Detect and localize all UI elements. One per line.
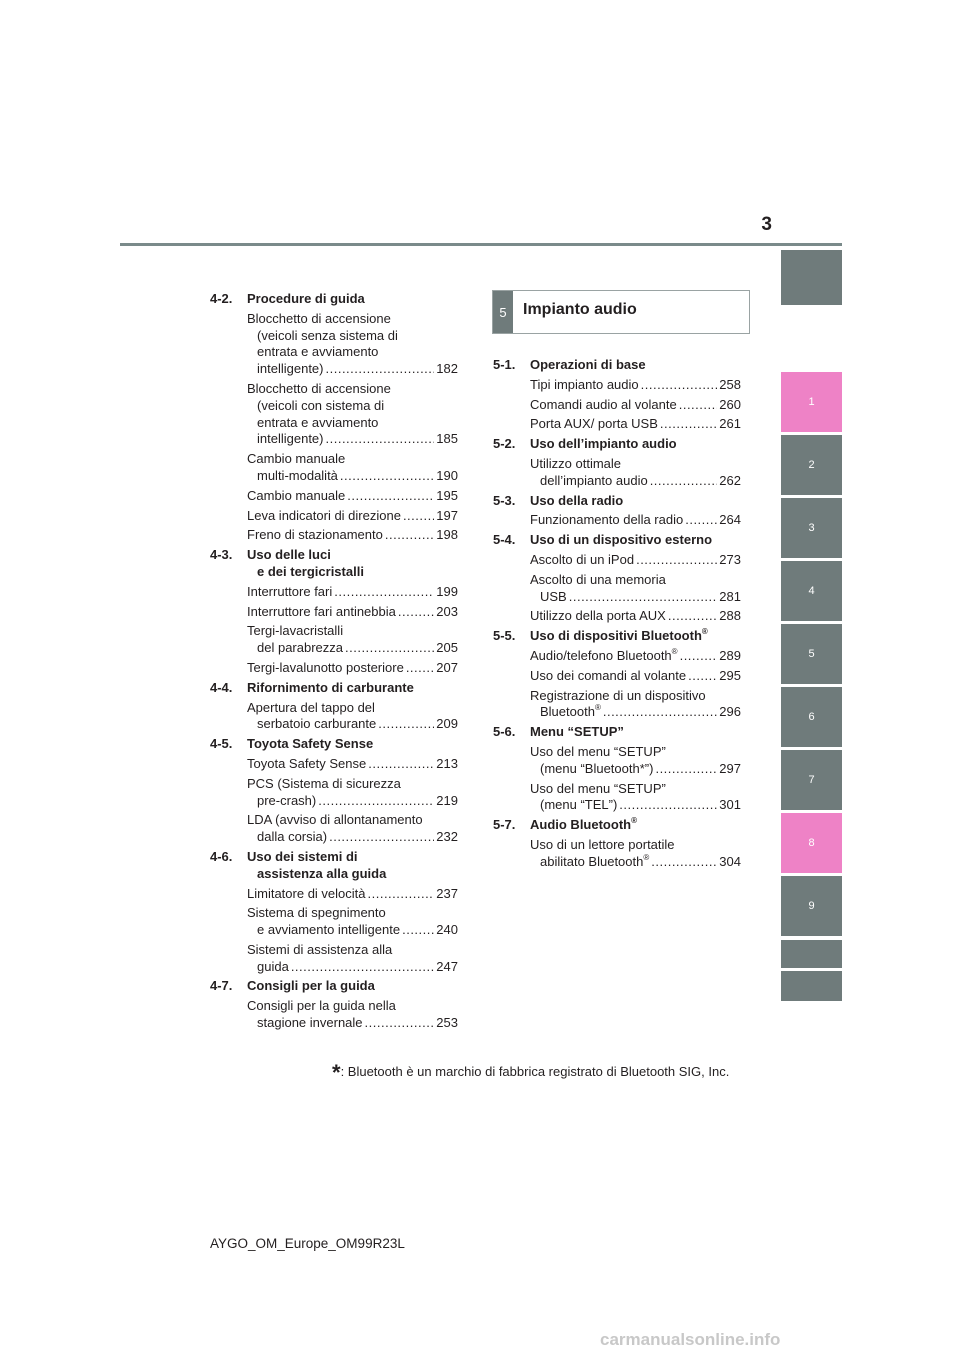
leader-dots (655, 761, 717, 778)
page-ref: 261 (719, 416, 741, 432)
entry-text: serbatoio carburante (257, 716, 377, 732)
entry-text: USB (540, 588, 567, 604)
page-ref: 213 (436, 755, 458, 771)
page-ref: 198 (436, 527, 458, 543)
toc-entry[interactable] (530, 744, 741, 778)
toc-entry[interactable] (247, 488, 458, 505)
entry-text: pre-crash) (257, 792, 317, 808)
entry-text: LDA (avviso di allontanamento (247, 812, 423, 828)
page-ref: 203 (436, 603, 458, 619)
entry-last-line (247, 431, 458, 448)
section-number: 4-3. (210, 547, 233, 563)
leader-dots (365, 1015, 435, 1032)
leader-dots (334, 584, 434, 601)
section-number: 4-2. (210, 291, 233, 306)
page-ref: 301 (719, 797, 741, 813)
leader-dots (641, 377, 718, 394)
entry-last-line (247, 922, 458, 939)
section-number: 5-5. (493, 628, 516, 644)
entry-text: (veicoli con sistema di (257, 397, 385, 413)
entry-last-line (247, 959, 458, 976)
entry-last-line (530, 668, 741, 685)
entry-text: Toyota Safety Sense (247, 755, 367, 771)
leader-dots (329, 829, 434, 846)
entry-text: Apertura del tappo del (247, 699, 375, 715)
section-title-line: Uso dei sistemi di (247, 848, 358, 864)
toc-entry[interactable] (247, 508, 458, 525)
leader-dots (368, 756, 434, 773)
leader-dots (326, 361, 435, 378)
entry-last-line (247, 468, 458, 485)
entry-last-line (247, 584, 458, 601)
toc-section (493, 357, 741, 374)
leader-dots (402, 922, 434, 939)
page-ref: 237 (436, 885, 458, 901)
entry-text: Utilizzo ottimale (530, 455, 622, 471)
section-title (247, 978, 458, 995)
section-title (247, 736, 458, 753)
leader-dots (398, 604, 434, 621)
leader-dots (660, 416, 717, 433)
page-ref: 182 (436, 361, 458, 377)
section-number: 5-1. (493, 357, 516, 372)
entry-last-line (247, 361, 458, 378)
entry-text: dalla corsia) (257, 829, 328, 845)
leader-dots (668, 608, 717, 625)
page-ref: 253 (436, 1015, 458, 1031)
page-ref: 262 (719, 472, 741, 488)
chapter-tab-1[interactable]: 1 (781, 372, 842, 432)
entry-last-line (530, 552, 741, 569)
leader-dots (340, 468, 434, 485)
leader-dots (368, 886, 435, 903)
entry-last-line (530, 512, 741, 529)
entry-text: Sistemi di assistenza alla (247, 941, 393, 957)
entry-last-line (530, 377, 741, 394)
toc-entry[interactable] (530, 456, 741, 490)
toc-entry[interactable] (247, 700, 458, 734)
entry-last-line (530, 397, 741, 414)
entry-text: Blocchetto di accensione (247, 380, 391, 396)
toc-section (210, 849, 458, 883)
entry-text: abilitato Bluetooth® (540, 852, 650, 869)
chapter-tab-9[interactable]: 9 (781, 876, 842, 936)
section-title-line: Audio Bluetooth® (530, 816, 637, 833)
page-ref: 197 (436, 507, 458, 523)
entry-text: Uso di un lettore portatile (530, 836, 675, 852)
page-ref: 190 (436, 467, 458, 483)
entry-text: (veicoli senza sistema di (257, 327, 398, 343)
toc-entry[interactable] (530, 608, 741, 625)
leader-dots (650, 473, 718, 490)
toc-entry[interactable] (247, 451, 458, 485)
toc-entry[interactable] (247, 905, 458, 939)
toc-entry[interactable] (530, 377, 741, 394)
leader-dots (406, 660, 434, 677)
toc-entry[interactable] (530, 552, 741, 569)
toc-left-column (210, 288, 458, 1032)
entry-last-line (247, 756, 458, 773)
entry-last-line (530, 473, 741, 490)
entry-text: PCS (Sistema di sicurezza (247, 775, 401, 791)
leader-dots (603, 704, 717, 721)
watermark: carmanualsonline.info (600, 1330, 781, 1349)
leader-dots (385, 527, 434, 544)
page-ref: 281 (719, 588, 741, 604)
page-ref: 258 (719, 376, 741, 392)
section-title (530, 436, 741, 453)
entry-last-line (530, 854, 741, 871)
entry-text: stagione invernale (257, 1015, 363, 1031)
leader-dots (569, 589, 718, 606)
entry-text: Blocchetto di accensione (247, 310, 391, 326)
entry-text: Comandi audio al volante (530, 396, 677, 412)
entry-text: Uso del menu “SETUP” (530, 743, 666, 759)
page-ref: 247 (436, 958, 458, 974)
toc-entry[interactable] (247, 584, 458, 601)
section-title-line: Menu “SETUP” (530, 724, 624, 740)
page-ref: 273 (719, 551, 741, 567)
toc-entry[interactable] (247, 660, 458, 677)
leader-dots (378, 716, 434, 733)
toc-entry[interactable] (247, 886, 458, 903)
entry-text: intelligente) (257, 361, 324, 377)
entry-text: entrata e avviamento (257, 414, 379, 430)
entry-text: Registrazione di un dispositivo (530, 687, 706, 703)
entry-text: Audio/telefono Bluetooth® (530, 646, 678, 663)
toc-entry[interactable] (530, 397, 741, 414)
toc-section (210, 547, 458, 581)
entry-last-line (530, 608, 741, 625)
section-number: 5-4. (493, 532, 516, 548)
chapter-tab-3[interactable]: 3 (781, 498, 842, 558)
toc-entry[interactable] (530, 572, 741, 606)
leader-dots (636, 552, 717, 569)
section-number: 5-3. (493, 492, 516, 508)
section-number: 5-7. (493, 817, 516, 833)
chapter-tab-blank[interactable] (781, 250, 842, 305)
section-title (530, 532, 741, 549)
entry-last-line (530, 704, 741, 721)
section-title-line: e dei tergicristalli (257, 563, 364, 579)
toc-section (210, 291, 458, 308)
entry-text: Cambio manuale (247, 451, 346, 467)
leader-dots (291, 959, 434, 976)
entry-last-line (247, 488, 458, 505)
section-title (530, 817, 741, 834)
page-ref: 297 (719, 760, 741, 776)
entry-text: (menu “TEL”) (540, 797, 618, 813)
section-title-line: Uso di un dispositivo esterno (530, 532, 713, 548)
section-title (530, 357, 741, 374)
page-ref: 288 (719, 608, 741, 624)
toc-section (493, 817, 741, 834)
entry-last-line (247, 660, 458, 677)
entry-text: Interruttore fari (247, 583, 333, 599)
footnote-star: * (332, 1060, 341, 1085)
page-ref: 232 (436, 829, 458, 845)
leader-dots (326, 431, 435, 448)
chapter-tab-8[interactable]: 8 (781, 813, 842, 873)
entry-text: Ascolto di un iPod (530, 551, 635, 567)
entry-text: Porta AUX/ porta USB (530, 416, 658, 432)
section-title (530, 493, 741, 510)
toc-entry[interactable] (247, 756, 458, 773)
entry-text: intelligente) (257, 431, 324, 447)
entry-text: Consigli per la guida nella (247, 998, 396, 1014)
toc-entry[interactable] (247, 604, 458, 621)
page-ref: 207 (436, 659, 458, 675)
entry-text: (menu “Bluetooth*”) (540, 760, 654, 776)
section-title-line: Uso della radio (530, 492, 624, 508)
entry-text: dell’impianto audio (540, 472, 648, 488)
toc-section (210, 736, 458, 753)
toc-entry[interactable] (247, 776, 458, 810)
section-title-line: Uso di dispositivi Bluetooth® (530, 627, 708, 644)
toc-entry[interactable] (247, 942, 458, 976)
section-title-line: Procedure di guida (247, 291, 365, 306)
toc-section (493, 436, 741, 453)
chapter-tab-5[interactable]: 5 (781, 624, 842, 684)
section-title (247, 547, 458, 581)
entry-last-line (530, 797, 741, 814)
chapter-tab-4[interactable]: 4 (781, 561, 842, 621)
entry-text: Interruttore fari antinebbia (247, 603, 396, 619)
page-number: 3 (761, 214, 772, 235)
section-number: 4-7. (210, 978, 233, 994)
entry-text: guida (257, 958, 289, 974)
footnote-text: : Bluetooth è un marchio di fabbrica registrato di Bluetooth SIG, Inc. (340, 1064, 730, 1079)
toc-section (210, 680, 458, 697)
entry-text: Leva indicatori di direzione (247, 507, 401, 523)
toc-section (493, 628, 741, 645)
toc-entry[interactable] (530, 512, 741, 529)
entry-text: Utilizzo della porta AUX (530, 608, 666, 624)
toc-section (210, 978, 458, 995)
toc-entry[interactable] (247, 812, 458, 846)
section-title-line: Consigli per la guida (247, 978, 375, 994)
entry-text: Bluetooth® (540, 703, 601, 720)
section-title-line: Operazioni di base (530, 357, 646, 372)
leader-dots (651, 854, 717, 871)
toc-entry[interactable] (247, 623, 458, 657)
entry-text: Uso dei comandi al volante (530, 667, 687, 683)
entry-text: del parabrezza (257, 640, 343, 656)
section-number: 5-2. (493, 436, 516, 452)
page-ref: 185 (436, 431, 458, 447)
page-ref: 195 (436, 487, 458, 503)
entry-last-line (247, 886, 458, 903)
page-ref: 205 (436, 640, 458, 656)
chapter-number: 5 (493, 291, 513, 333)
entry-text: Tergi-lavalunotto posteriore (247, 659, 404, 675)
chapter-tab-blank[interactable] (781, 971, 842, 1001)
entry-text: Funzionamento della radio (530, 512, 684, 528)
section-title-line: Uso dell’impianto audio (530, 436, 677, 452)
entry-text: Tergi-lavacristalli (247, 623, 344, 639)
page-ref: 219 (436, 792, 458, 808)
section-title (247, 291, 458, 308)
entry-last-line (247, 508, 458, 525)
section-title (247, 680, 458, 697)
toc-section (493, 493, 741, 510)
page-ref: 260 (719, 396, 741, 412)
page-ref: 264 (719, 512, 741, 528)
leader-dots (679, 397, 718, 414)
chapter-heading-box (492, 290, 750, 334)
entry-last-line (247, 716, 458, 733)
chapter-title: Impianto audio (523, 301, 637, 318)
section-number: 5-6. (493, 724, 516, 740)
entry-text: Ascolto di una memoria (530, 571, 666, 587)
entry-last-line (247, 1015, 458, 1032)
leader-dots (685, 512, 717, 529)
entry-text: entrata e avviamento (257, 344, 379, 360)
chapter-tab-7[interactable]: 7 (781, 750, 842, 810)
section-title-line: assistenza alla guida (257, 865, 387, 881)
page-ref: 304 (719, 853, 741, 869)
leader-dots (619, 797, 717, 814)
toc-entry[interactable] (530, 688, 741, 722)
chapter-tab-2[interactable]: 2 (781, 435, 842, 495)
leader-dots (318, 793, 434, 810)
page-ref: 296 (719, 704, 741, 720)
entry-last-line (247, 793, 458, 810)
chapter-tab-6[interactable]: 6 (781, 687, 842, 747)
toc-right-column (493, 354, 741, 871)
footnote (332, 1060, 729, 1086)
leader-dots (345, 640, 434, 657)
header-rule (120, 243, 842, 246)
toc-entry[interactable] (247, 311, 458, 378)
toc-entry[interactable] (247, 527, 458, 544)
section-title-line: Uso delle luci (247, 547, 331, 563)
section-number: 4-5. (210, 736, 233, 752)
entry-last-line (247, 640, 458, 657)
entry-text: Limitatore di velocità (247, 885, 366, 901)
page-ref: 295 (719, 667, 741, 683)
leader-dots (347, 488, 434, 505)
entry-last-line (530, 416, 741, 433)
entry-text: Sistema di spegnimento (247, 905, 386, 921)
page-ref: 240 (436, 922, 458, 938)
entry-text: e avviamento intelligente (257, 922, 401, 938)
page-ref: 289 (719, 647, 741, 663)
page-ref: 209 (436, 716, 458, 732)
entry-text: Uso del menu “SETUP” (530, 780, 666, 796)
entry-text: Cambio manuale (247, 487, 346, 503)
leader-dots (403, 508, 434, 525)
toc-section (493, 724, 741, 741)
entry-last-line (247, 527, 458, 544)
toc-entry[interactable] (530, 416, 741, 433)
entry-last-line (530, 648, 741, 665)
toc-section (493, 532, 741, 549)
leader-dots (688, 668, 717, 685)
toc-entry[interactable] (530, 668, 741, 685)
chapter-tab-blank[interactable] (781, 940, 842, 968)
section-title (530, 724, 741, 741)
page-ref: 199 (436, 583, 458, 599)
entry-text: multi-modalità (257, 467, 338, 483)
toc-entry[interactable] (530, 837, 741, 871)
entry-text: Tipi impianto audio (530, 376, 639, 392)
section-number: 4-4. (210, 679, 233, 695)
toc-entry[interactable] (247, 998, 458, 1032)
section-number: 4-6. (210, 848, 233, 864)
toc-entry[interactable] (530, 781, 741, 815)
section-title (530, 628, 741, 645)
section-title (247, 849, 458, 883)
entry-last-line (530, 589, 741, 606)
entry-last-line (530, 761, 741, 778)
leader-dots (680, 648, 718, 665)
toc-entry[interactable] (530, 648, 741, 665)
entry-last-line (247, 604, 458, 621)
section-title-line: Rifornimento di carburante (247, 679, 414, 695)
entry-last-line (247, 829, 458, 846)
section-title-line: Toyota Safety Sense (247, 736, 374, 752)
document-footer: AYGO_OM_Europe_OM99R23L (210, 1236, 405, 1251)
entry-text: Freno di stazionamento (247, 527, 383, 543)
toc-entry[interactable] (247, 381, 458, 448)
